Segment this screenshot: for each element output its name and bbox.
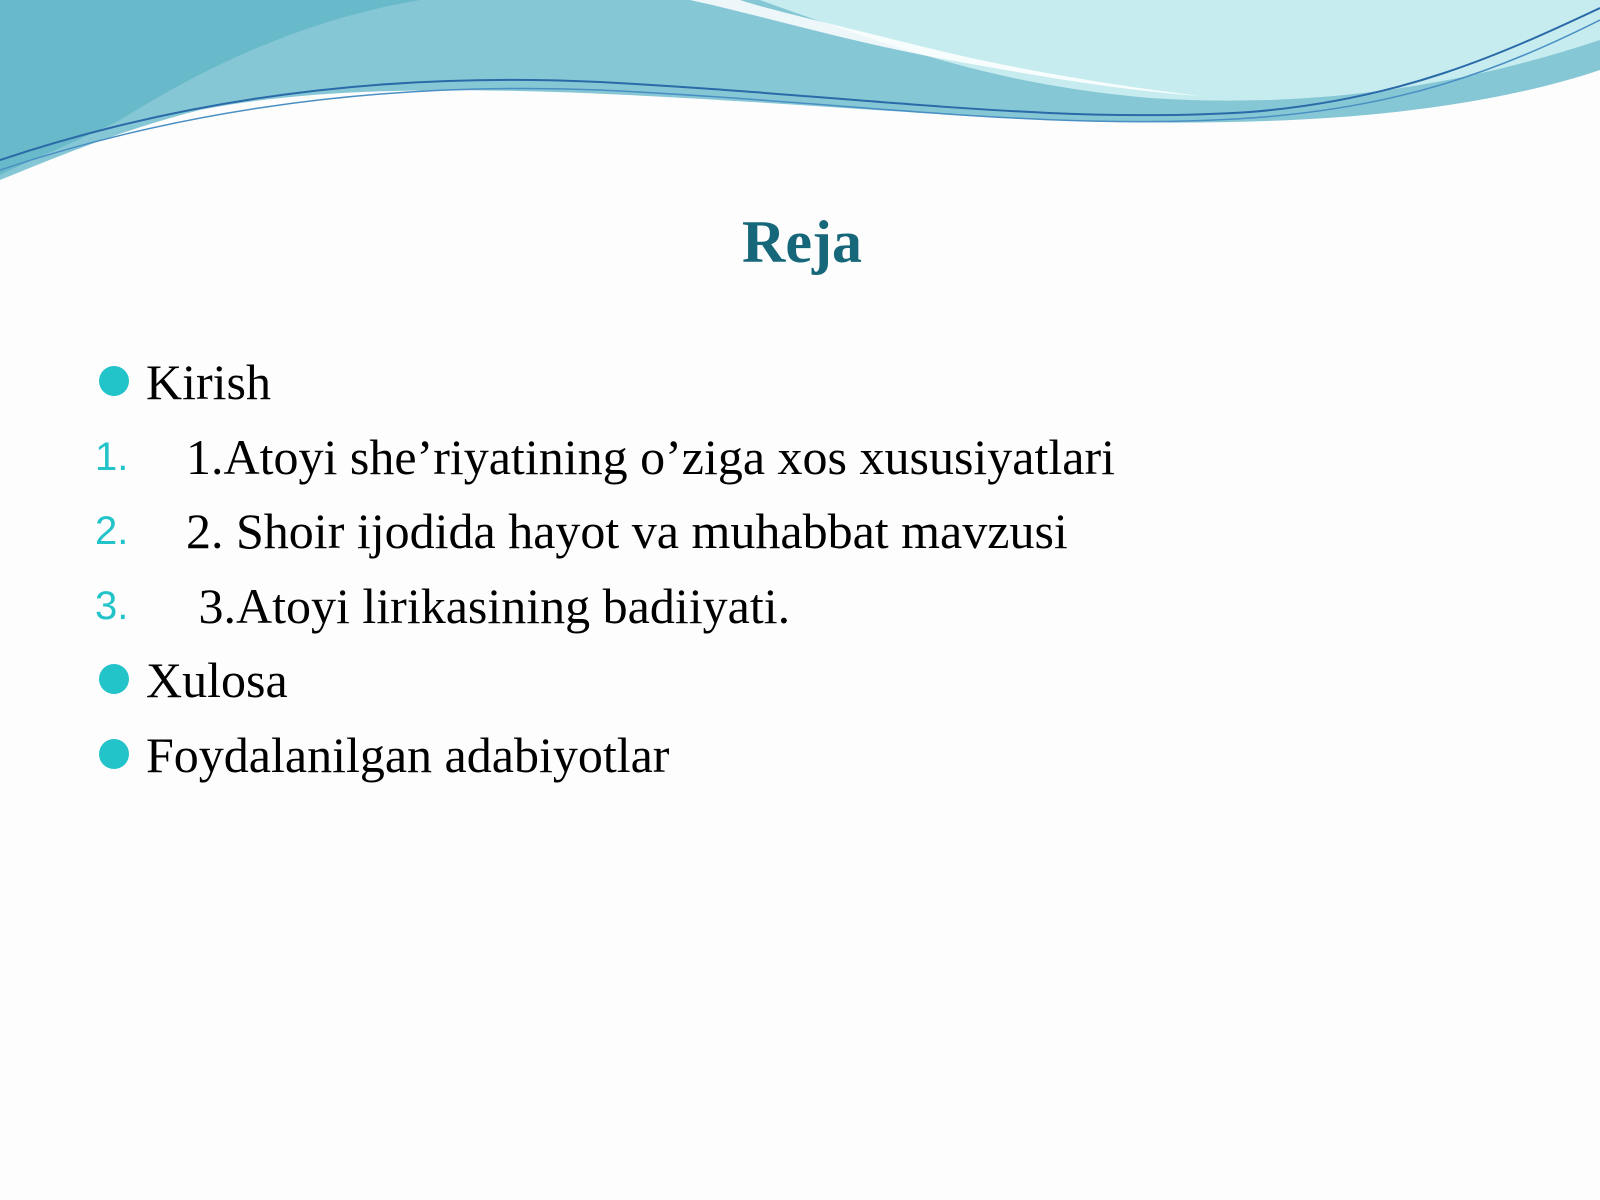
- plan-list-item: [0, 725, 1400, 785]
- plan-list-item-text: Kirish: [146, 354, 271, 410]
- bullet-dot-icon: [99, 664, 129, 694]
- slide-title: [0, 209, 1600, 275]
- header-wave-decoration: [0, 0, 1600, 200]
- plan-list-item: [0, 427, 1400, 487]
- plan-list-item: [0, 576, 1400, 636]
- plan-list-item: [0, 650, 1400, 710]
- plan-list-item: [0, 352, 1400, 412]
- list-number-marker: 1.: [95, 434, 129, 479]
- plan-list-item-text: 3.Atoyi lirikasining badiiyati.: [186, 577, 791, 634]
- plan-list-item: [0, 501, 1400, 561]
- slide-title-text: Reja: [742, 209, 862, 275]
- plan-list-item-text: Xulosa: [146, 652, 288, 708]
- bullet-dot-icon: [99, 366, 129, 396]
- plan-list-item-text: 2. Shoir ijodida hayot va muhabbat mavzusi: [186, 503, 1068, 559]
- plan-list-item-text: 1.Atoyi she’riyatining o’ziga xos xususiyatlari: [186, 428, 1116, 485]
- bullet-dot-icon: [99, 739, 129, 769]
- list-number-marker: 3.: [95, 583, 129, 628]
- list-number-marker: 2.: [95, 509, 129, 553]
- plan-list-item-text: Foydalanilgan adabiyotlar: [146, 726, 670, 783]
